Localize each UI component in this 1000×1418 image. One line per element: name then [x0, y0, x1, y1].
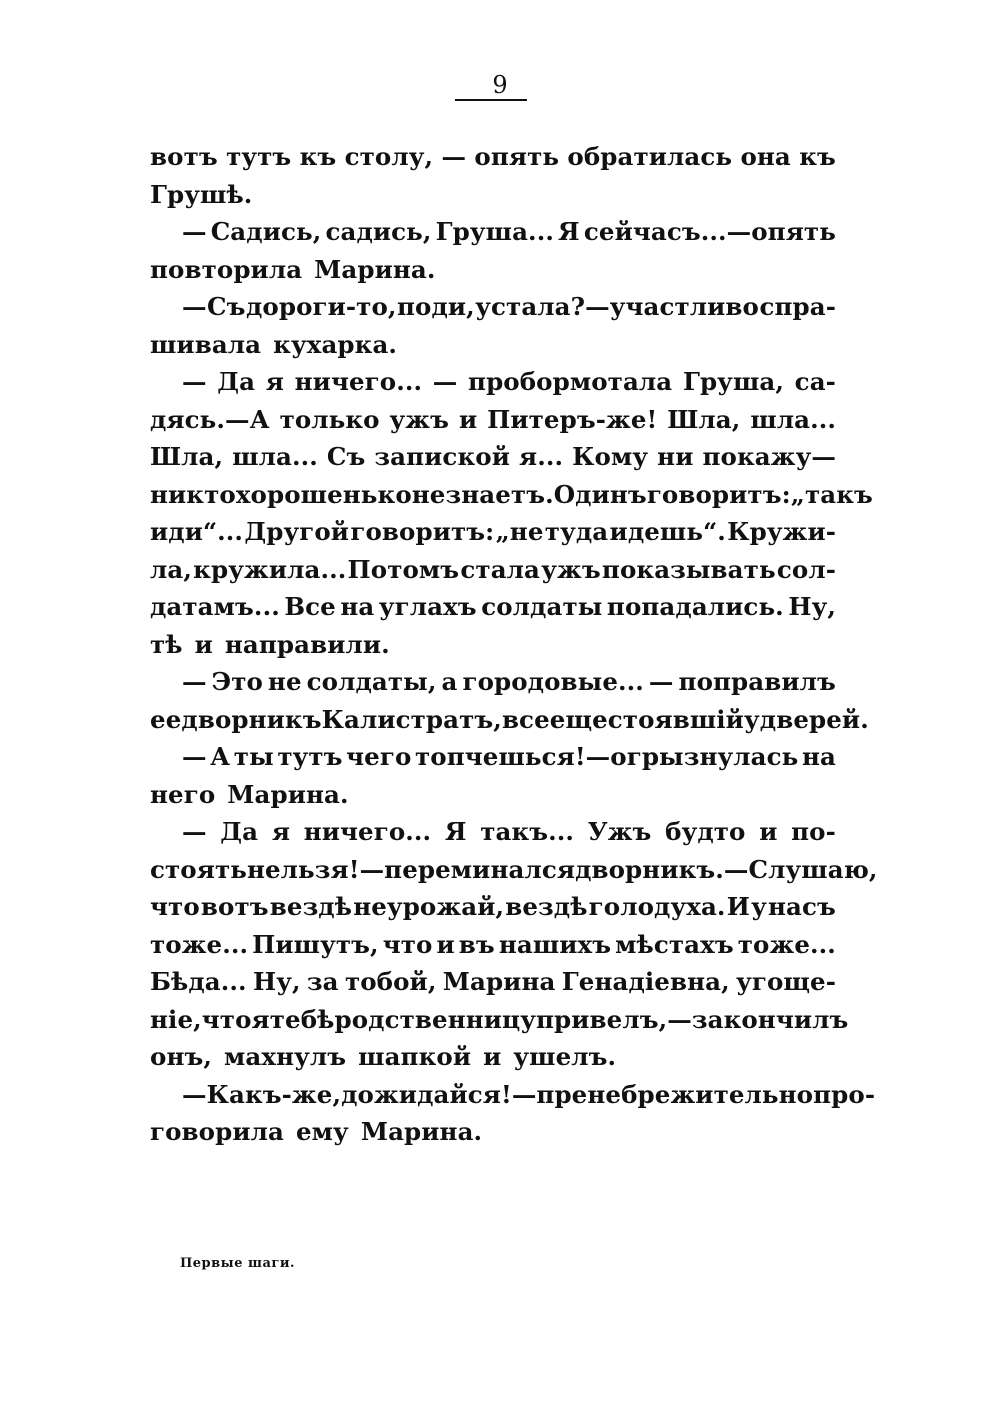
word: — — [182, 1079, 207, 1109]
word: поди, — [396, 292, 475, 321]
word: дороги-то, — [245, 292, 397, 321]
word: устала?—участливо — [475, 292, 759, 321]
word: дясь.—А — [150, 404, 270, 434]
word: и — [458, 404, 478, 434]
word: — — [432, 367, 458, 396]
word: шла... — [232, 442, 318, 471]
word: Бѣда... — [150, 967, 247, 996]
word: иди“... — [150, 517, 244, 546]
word: привелъ,—закончилъ — [536, 1004, 849, 1034]
text-line — [150, 213, 836, 251]
word: обратилась — [567, 142, 733, 171]
word: не — [267, 667, 302, 696]
page-number: 9 — [492, 71, 508, 99]
word: Кружи- — [727, 517, 836, 546]
word: стоять — [150, 854, 247, 884]
text-line — [150, 888, 836, 926]
word: дожидайся!—пренебрежительно — [341, 1079, 814, 1109]
word: махнулъ — [224, 1042, 347, 1071]
text-line — [150, 588, 836, 626]
word: говоритъ: — [646, 479, 791, 509]
word: — — [723, 854, 749, 884]
word: — — [182, 217, 207, 246]
word: него — [150, 779, 216, 809]
word: датамъ... — [150, 592, 280, 621]
word: Я — [558, 217, 580, 246]
word: онъ, — [150, 1042, 212, 1071]
word: идешь“. — [609, 517, 726, 546]
word: Калистратъ, — [321, 704, 502, 734]
word: на — [801, 742, 836, 771]
text-line — [150, 513, 836, 551]
word: Съ — [326, 442, 366, 471]
word: Грушѣ. — [150, 179, 253, 209]
word: и — [759, 817, 778, 846]
word: никто — [150, 479, 236, 509]
word: направили. — [224, 629, 390, 659]
word: вездѣ — [505, 892, 588, 921]
word: стоявшій — [607, 704, 744, 734]
text-line — [150, 963, 836, 1001]
word: Шла, — [667, 404, 741, 434]
word: — — [182, 817, 207, 846]
word: ничего... — [303, 817, 432, 846]
word: тутъ — [226, 142, 292, 171]
word: са- — [794, 367, 836, 396]
word: вездѣ — [269, 892, 353, 921]
word: Другой — [244, 517, 350, 546]
word: еще — [549, 704, 608, 734]
word: попадались. — [606, 592, 784, 621]
text-line — [150, 438, 836, 476]
text-line — [150, 1001, 849, 1039]
word: вотъ — [200, 892, 269, 921]
text-line — [150, 626, 836, 664]
word: — — [182, 292, 207, 321]
word: ужъ — [541, 554, 601, 584]
word: столу, — [344, 142, 434, 171]
word: чего — [346, 742, 412, 771]
word: повторила — [150, 254, 303, 284]
word: показывать — [601, 554, 776, 584]
word: тоже... — [737, 929, 836, 959]
text-line — [150, 401, 836, 439]
word: пробормотала — [468, 367, 673, 396]
word: къ — [799, 142, 836, 171]
word: „такъ — [790, 479, 873, 509]
text-line — [150, 663, 836, 701]
word: я — [251, 1004, 270, 1034]
word: Марина. — [227, 779, 349, 809]
text-line — [150, 551, 836, 589]
word: ничего... — [294, 367, 423, 396]
word: Какъ-же, — [206, 1079, 342, 1109]
word: городовые... — [462, 667, 644, 696]
word: сейчасъ...—опять — [583, 217, 836, 246]
word: она — [740, 142, 791, 171]
word: Съ — [207, 292, 246, 321]
word: А — [210, 742, 231, 771]
word: Генадіевна, — [561, 967, 730, 996]
word: шла... — [750, 404, 836, 434]
word: тебѣ — [269, 1004, 335, 1034]
text-line — [150, 926, 836, 964]
word: — — [182, 667, 207, 696]
word: ни — [657, 442, 694, 471]
word: на — [340, 592, 375, 621]
word: все — [501, 704, 550, 734]
word: говорила — [150, 1117, 284, 1146]
word: сол- — [776, 554, 836, 584]
word: мѣстахъ — [615, 929, 734, 959]
word: нашихъ — [498, 929, 612, 959]
word: что — [201, 1004, 252, 1034]
word: Я — [444, 817, 467, 846]
word: родственницу — [334, 1004, 537, 1034]
word: ты — [233, 742, 274, 771]
word: вотъ — [150, 142, 218, 171]
word: кухарка. — [273, 329, 398, 359]
word: ужъ — [389, 404, 450, 434]
word: стала — [460, 554, 541, 584]
word: Шла, — [150, 442, 224, 471]
word: Груша, — [682, 367, 785, 396]
word: Пишутъ, — [252, 929, 379, 959]
word: по- — [791, 817, 836, 846]
text-line — [150, 251, 836, 289]
word: хорошенько — [235, 479, 412, 509]
text-line — [150, 363, 836, 401]
word: я — [271, 817, 291, 846]
text-line — [150, 326, 836, 364]
word: Ну, — [252, 967, 301, 996]
word: Садись, — [210, 217, 322, 246]
word: я... — [519, 442, 564, 471]
word: ее — [150, 704, 182, 734]
word: ніе, — [150, 1004, 202, 1034]
word: и — [436, 929, 455, 959]
word: Кому — [572, 442, 649, 471]
text-line — [150, 776, 836, 814]
word: Одинъ — [553, 479, 647, 509]
word: И — [726, 892, 750, 921]
word: неурожай, — [353, 892, 505, 921]
text-line — [150, 176, 836, 214]
word: спра- — [759, 292, 836, 321]
word: запиской — [374, 442, 510, 471]
word: опять — [474, 142, 560, 171]
word: — — [182, 742, 207, 771]
word: кружила... — [193, 554, 347, 584]
word: Это — [211, 667, 263, 696]
word: ушелъ. — [513, 1042, 617, 1071]
word: голодуха. — [588, 892, 726, 921]
word: дворникъ. — [575, 854, 724, 884]
word: Да — [217, 367, 256, 396]
word: углахъ — [378, 592, 477, 621]
word: солдаты — [481, 592, 603, 621]
text-line — [150, 1038, 836, 1076]
word: угоще- — [736, 967, 836, 996]
word: говоритъ: — [350, 517, 495, 546]
word: и — [194, 629, 213, 659]
word: знаетъ. — [445, 479, 554, 509]
word: къ — [299, 142, 337, 171]
word: про- — [813, 1079, 876, 1109]
text-line — [150, 288, 836, 326]
word: что — [150, 892, 200, 921]
word: шапкой — [358, 1042, 472, 1071]
word: у — [751, 892, 767, 921]
text-line — [150, 1076, 876, 1114]
word: тѣ — [150, 629, 183, 659]
word: — — [441, 142, 467, 171]
word: поправилъ — [678, 667, 836, 696]
word: ему — [295, 1117, 349, 1146]
text-line — [150, 138, 836, 176]
text-line — [150, 813, 836, 851]
word: нельзя!—переминался — [246, 854, 576, 884]
word: Ужъ — [587, 817, 652, 846]
word: дворникъ — [181, 704, 322, 734]
word: шивала — [150, 329, 262, 359]
word: „не — [495, 517, 544, 546]
word: Марина — [442, 967, 556, 996]
word: что — [382, 929, 433, 959]
page-number-rule — [455, 99, 527, 101]
word: за — [306, 967, 339, 996]
word: покажу— — [702, 442, 836, 471]
text-line — [150, 738, 836, 776]
text-line — [150, 851, 878, 889]
word: только — [279, 404, 380, 434]
word: Марина. — [314, 254, 436, 284]
word: у — [743, 704, 760, 734]
text-line — [150, 701, 869, 739]
word: тобой, — [344, 967, 437, 996]
word: не — [411, 479, 446, 509]
word: такъ... — [480, 817, 575, 846]
word: — — [648, 667, 674, 696]
word: тоже... — [150, 929, 249, 959]
word: Марина. — [360, 1117, 483, 1146]
word: туда — [544, 517, 609, 546]
word: дверей. — [759, 704, 869, 734]
word: ла, — [150, 554, 192, 584]
word: Все — [284, 592, 336, 621]
text-line — [150, 476, 873, 514]
word: Слушаю, — [748, 854, 878, 884]
word: въ — [458, 929, 495, 959]
word: топчешься!—огрызнулась — [414, 742, 799, 771]
word: Да — [220, 817, 259, 846]
running-footer: Первые шаги. — [180, 1256, 296, 1271]
word: — — [182, 367, 207, 396]
word: насъ — [768, 892, 836, 921]
word: и — [483, 1042, 502, 1071]
text-line — [150, 1113, 836, 1151]
word: Потомъ — [347, 554, 460, 584]
word: Питеръ-же! — [487, 404, 658, 434]
word: садись, — [325, 217, 432, 246]
word: Груша... — [435, 217, 554, 246]
word: а — [441, 667, 458, 696]
word: будто — [665, 817, 746, 846]
word: Ну, — [788, 592, 836, 621]
word: тутъ — [277, 742, 343, 771]
text-block — [150, 138, 878, 1151]
word: я — [265, 367, 284, 396]
word: солдаты, — [306, 667, 437, 696]
